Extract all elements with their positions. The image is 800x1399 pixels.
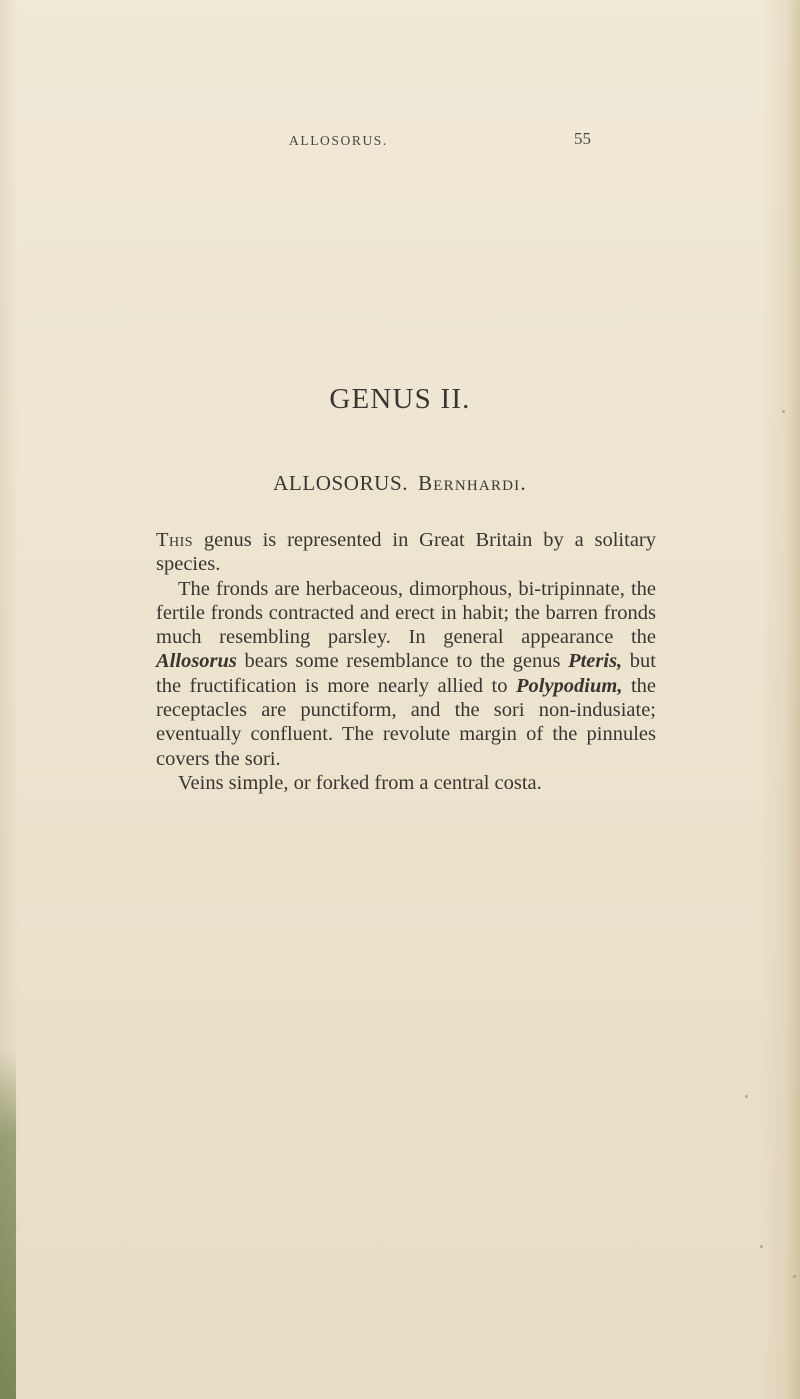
description-text-4: the receptacles are punctiform, and the sori non-indusiate; eventually confluent. The revolute margin of the pinnules covers the sori. xyxy=(156,674,657,770)
genus-subheading xyxy=(0,471,800,496)
body-text xyxy=(156,528,656,795)
paper-speck xyxy=(745,1095,748,1098)
paragraph-description xyxy=(156,577,656,771)
genus-name: ALLOSORUS. xyxy=(273,471,409,495)
paper-speck xyxy=(793,1275,796,1278)
running-title: ALLOSORUS. xyxy=(289,133,388,148)
lead-word: This xyxy=(156,529,194,551)
paragraph-intro xyxy=(156,528,656,577)
paper-speck xyxy=(760,1245,763,1248)
taxon-polypodium: Polypodium, xyxy=(515,674,623,697)
binding-edge xyxy=(0,1050,16,1399)
description-text-3: but the fructification is more nearly allied to xyxy=(156,650,656,697)
intro-text: genus is represented in Great Britain by a solitary species. xyxy=(156,529,656,576)
running-head xyxy=(0,129,800,155)
description-text-2: bears some resemblance to the genus xyxy=(236,650,569,673)
description-text-1: The fronds are herbaceous, dimorphous, bi-tripinnate, the fertile fronds contracted and erect in habit; the barren fronds much resembling parsley. In general appearance the xyxy=(156,577,656,649)
taxon-pteris: Pteris, xyxy=(568,650,623,673)
genus-heading: GENUS II. xyxy=(329,383,471,415)
veins-text: Veins simple, or forked from a central costa. xyxy=(178,771,542,794)
taxon-allosorus: Allosorus xyxy=(156,650,237,673)
paragraph-veins xyxy=(156,771,656,795)
page-number: 55 xyxy=(574,129,591,148)
genus-authority: Bernhardi. xyxy=(418,471,527,495)
paper-speck xyxy=(782,410,785,413)
